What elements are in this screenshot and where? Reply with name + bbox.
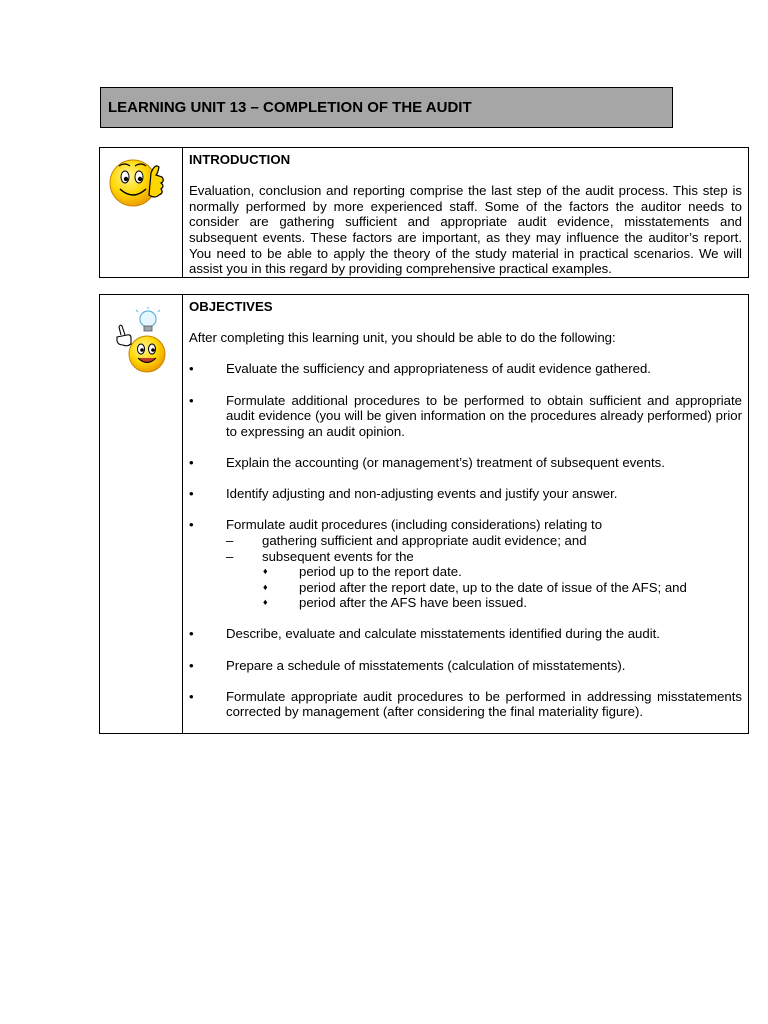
unit-title: LEARNING UNIT 13 – COMPLETION OF THE AUDIT [100,87,673,128]
objective-sub-item: – gathering sufficient and appropriate audit evidence; and [226,533,742,549]
objectives-list [189,361,742,720]
objective-sub-item-text: subsequent events for the [262,548,414,564]
thumbs-up-smiley-icon [109,155,167,209]
objective-sub-sub-list [262,564,742,611]
introduction-icon-cell [100,148,183,277]
objectives-heading: OBJECTIVES [189,299,273,314]
introduction-body: Evaluation, conclusion and reporting comprise the last step of the audit process. This step is normally performed by more experienced staff. Some of the factors the auditor needs to consider are gathering sufficient and appropriate audit evidence, misstatements and subsequent events. These factors are important, as they may influence the auditor’s report. You need to be able to apply the theory of the study material in practical scenarios. We will assist you in this regard by providing comprehensive practical examples. [189,183,742,277]
objectives-panel [99,294,749,734]
objective-item: • Formulate additional procedures to be performed to obtain sufficient and appropriate audit evidence (you will be given information on the procedures already performed) prior to expressing an audit opinion. [189,393,742,440]
objective-item: • Identify adjusting and non-adjusting events and justify your answer. [189,486,742,502]
objective-item: • Explain the accounting (or management’s) treatment of subsequent events. [189,455,742,471]
objective-sub-sub-item: ♦ period after the AFS have been issued. [262,595,742,611]
introduction-heading: INTRODUCTION [189,152,291,167]
objective-item: • Evaluate the sufficiency and appropriateness of audit evidence gathered. [189,361,742,377]
objective-sub-sub-item: ♦ period up to the report date. [262,564,742,580]
lightbulb-idea-smiley-icon [113,307,168,373]
objective-item: • Formulate appropriate audit procedures to be performed in addressing misstatements corrected by management (after considering the final materiality figure). [189,689,742,720]
introduction-text [183,148,748,277]
objectives-icon-cell [100,295,183,733]
objective-sub-item [226,549,742,611]
objective-sub-list [226,533,742,611]
objectives-lead: After completing this learning unit, you should be able to do the following: [189,330,616,346]
objective-item: • Prepare a schedule of misstatements (calculation of misstatements). [189,658,742,674]
objectives-text [183,295,748,733]
introduction-panel [99,147,749,278]
objective-item-text: Formulate audit procedures (including considerations) relating to [226,517,603,533]
objective-sub-sub-item: ♦ period after the report date, up to the date of issue of the AFS; and [262,580,742,596]
objective-item [189,517,742,611]
objective-item: • Describe, evaluate and calculate misstatements identified during the audit. [189,626,742,642]
